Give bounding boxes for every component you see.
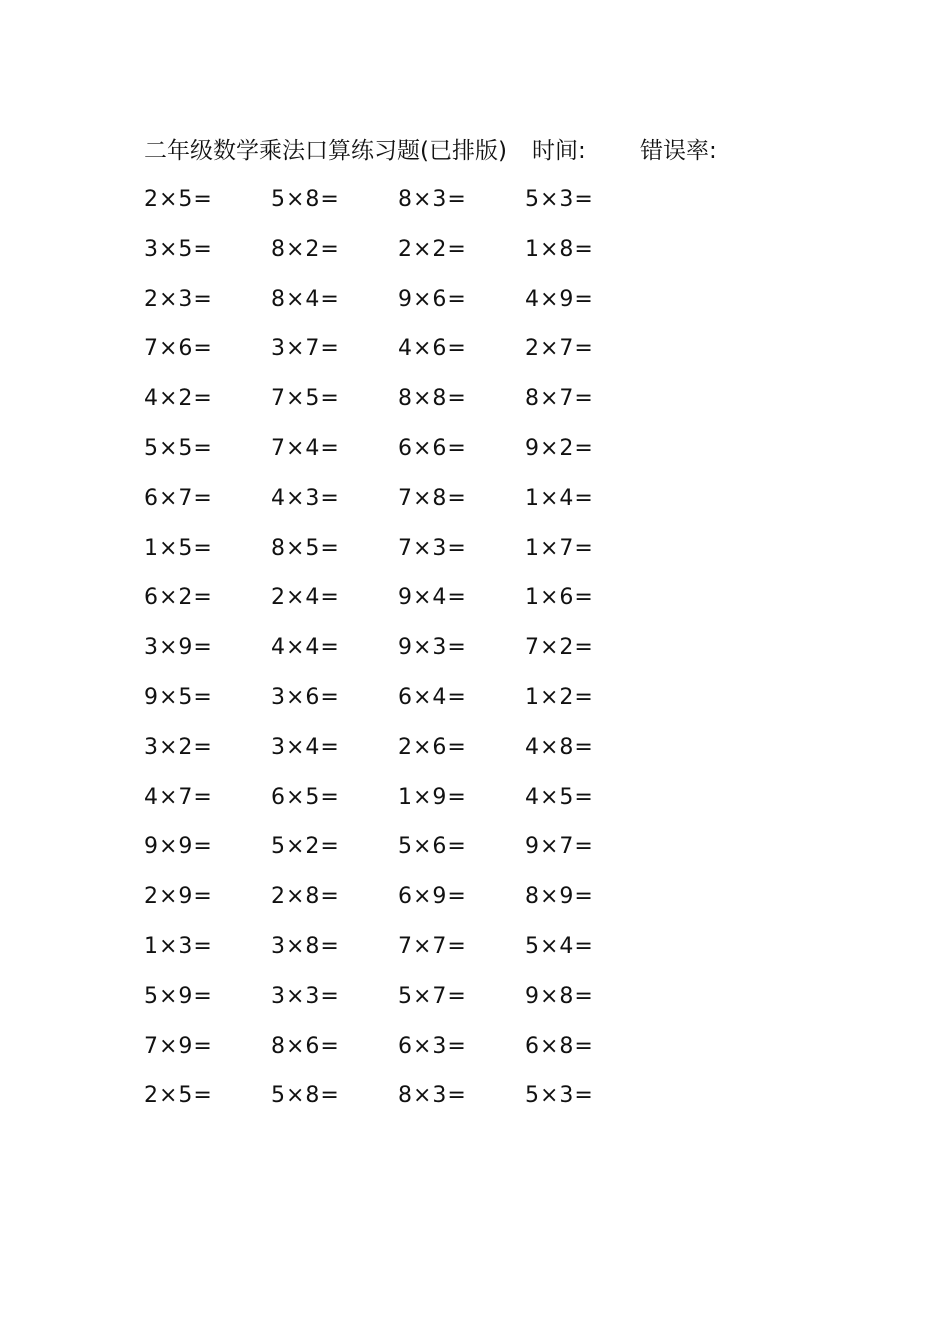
problem-row <box>144 581 664 631</box>
problem-cell: 6×9= <box>398 884 467 910</box>
problem-cell: 4×8= <box>525 734 594 760</box>
problem-cell: 4×5= <box>525 784 594 810</box>
problem-row <box>144 183 664 233</box>
problem-row <box>144 930 664 980</box>
problem-cell: 5×8= <box>271 1083 340 1109</box>
problem-cell: 2×4= <box>271 585 340 611</box>
problem-cell: 1×7= <box>525 535 594 561</box>
problem-cell: 2×5= <box>144 1083 213 1109</box>
problem-cell: 5×8= <box>271 187 340 212</box>
problem-row <box>144 1030 664 1080</box>
problem-cell: 7×9= <box>144 1033 213 1059</box>
problem-cell: 8×2= <box>271 236 340 262</box>
problem-cell: 1×8= <box>525 236 594 262</box>
problem-cell: 6×2= <box>144 585 213 611</box>
problem-cell: 2×6= <box>398 734 467 760</box>
problem-cell: 5×3= <box>525 1083 594 1109</box>
problem-cell: 9×8= <box>525 983 594 1009</box>
problem-cell: 1×6= <box>525 585 594 611</box>
problem-cell: 4×4= <box>271 635 340 661</box>
problem-cell: 8×5= <box>271 535 340 561</box>
problem-cell: 5×9= <box>144 983 213 1009</box>
problem-cell: 8×3= <box>398 1083 467 1109</box>
problem-cell: 7×2= <box>525 635 594 661</box>
problem-cell: 6×3= <box>398 1033 467 1059</box>
problem-cell: 7×8= <box>398 485 467 511</box>
problem-cell: 3×4= <box>271 734 340 760</box>
problem-cell: 5×3= <box>525 187 594 212</box>
problem-cell: 3×2= <box>144 734 213 760</box>
problem-cell: 1×2= <box>525 684 594 710</box>
problem-cell: 5×7= <box>398 983 467 1009</box>
problem-row <box>144 830 664 880</box>
error-rate-label: 错误率: <box>640 138 717 164</box>
problem-cell: 1×5= <box>144 535 213 561</box>
problem-cell: 8×7= <box>525 386 594 412</box>
problem-cell: 4×9= <box>525 286 594 312</box>
problem-cell: 3×9= <box>144 635 213 661</box>
problem-row <box>144 781 664 831</box>
problem-row <box>144 332 664 382</box>
problem-cell: 5×2= <box>271 834 340 860</box>
problem-cell: 6×5= <box>271 784 340 810</box>
problem-row <box>144 283 664 333</box>
problem-row <box>144 681 664 731</box>
problem-grid <box>144 183 664 1129</box>
problem-cell: 8×8= <box>398 386 467 412</box>
problem-cell: 7×7= <box>398 933 467 959</box>
problem-row <box>144 382 664 432</box>
problem-cell: 5×5= <box>144 435 213 461</box>
problem-cell: 4×2= <box>144 386 213 412</box>
problem-cell: 8×3= <box>398 187 467 212</box>
problem-cell: 3×5= <box>144 236 213 262</box>
problem-cell: 7×5= <box>271 386 340 412</box>
time-label: 时间: <box>532 138 586 164</box>
problem-cell: 2×9= <box>144 884 213 910</box>
problem-cell: 4×7= <box>144 784 213 810</box>
problem-cell: 6×6= <box>398 435 467 461</box>
problem-cell: 2×2= <box>398 236 467 262</box>
problem-cell: 1×9= <box>398 784 467 810</box>
problem-cell: 7×4= <box>271 435 340 461</box>
problem-cell: 9×2= <box>525 435 594 461</box>
problem-cell: 8×9= <box>525 884 594 910</box>
problem-cell: 4×6= <box>398 336 467 362</box>
problem-cell: 7×3= <box>398 535 467 561</box>
problem-cell: 9×4= <box>398 585 467 611</box>
problem-row <box>144 980 664 1030</box>
problem-cell: 9×6= <box>398 286 467 312</box>
problem-cell: 8×6= <box>271 1033 340 1059</box>
problem-cell: 4×3= <box>271 485 340 511</box>
problem-cell: 5×6= <box>398 834 467 860</box>
problem-cell: 2×3= <box>144 286 213 312</box>
problem-row <box>144 731 664 781</box>
problem-cell: 3×7= <box>271 336 340 362</box>
problem-cell: 3×6= <box>271 684 340 710</box>
problem-row <box>144 631 664 681</box>
problem-cell: 3×8= <box>271 933 340 959</box>
problem-cell: 1×4= <box>525 485 594 511</box>
problem-cell: 3×3= <box>271 983 340 1009</box>
problem-cell: 2×5= <box>144 187 213 212</box>
problem-row <box>144 880 664 930</box>
problem-cell: 6×4= <box>398 684 467 710</box>
problem-row <box>144 432 664 482</box>
problem-cell: 9×5= <box>144 684 213 710</box>
worksheet-title: 二年级数学乘法口算练习题(已排版) <box>144 138 507 164</box>
problem-cell: 9×9= <box>144 834 213 860</box>
problem-cell: 8×4= <box>271 286 340 312</box>
problem-row <box>144 532 664 582</box>
problem-cell: 6×8= <box>525 1033 594 1059</box>
problem-cell: 7×6= <box>144 336 213 362</box>
problem-row <box>144 482 664 532</box>
problem-cell: 2×7= <box>525 336 594 362</box>
problem-cell: 9×3= <box>398 635 467 661</box>
problem-cell: 6×7= <box>144 485 213 511</box>
problem-cell: 1×3= <box>144 933 213 959</box>
problem-cell: 5×4= <box>525 933 594 959</box>
problem-row <box>144 1079 664 1129</box>
problem-cell: 2×8= <box>271 884 340 910</box>
problem-row <box>144 233 664 283</box>
problem-cell: 9×7= <box>525 834 594 860</box>
